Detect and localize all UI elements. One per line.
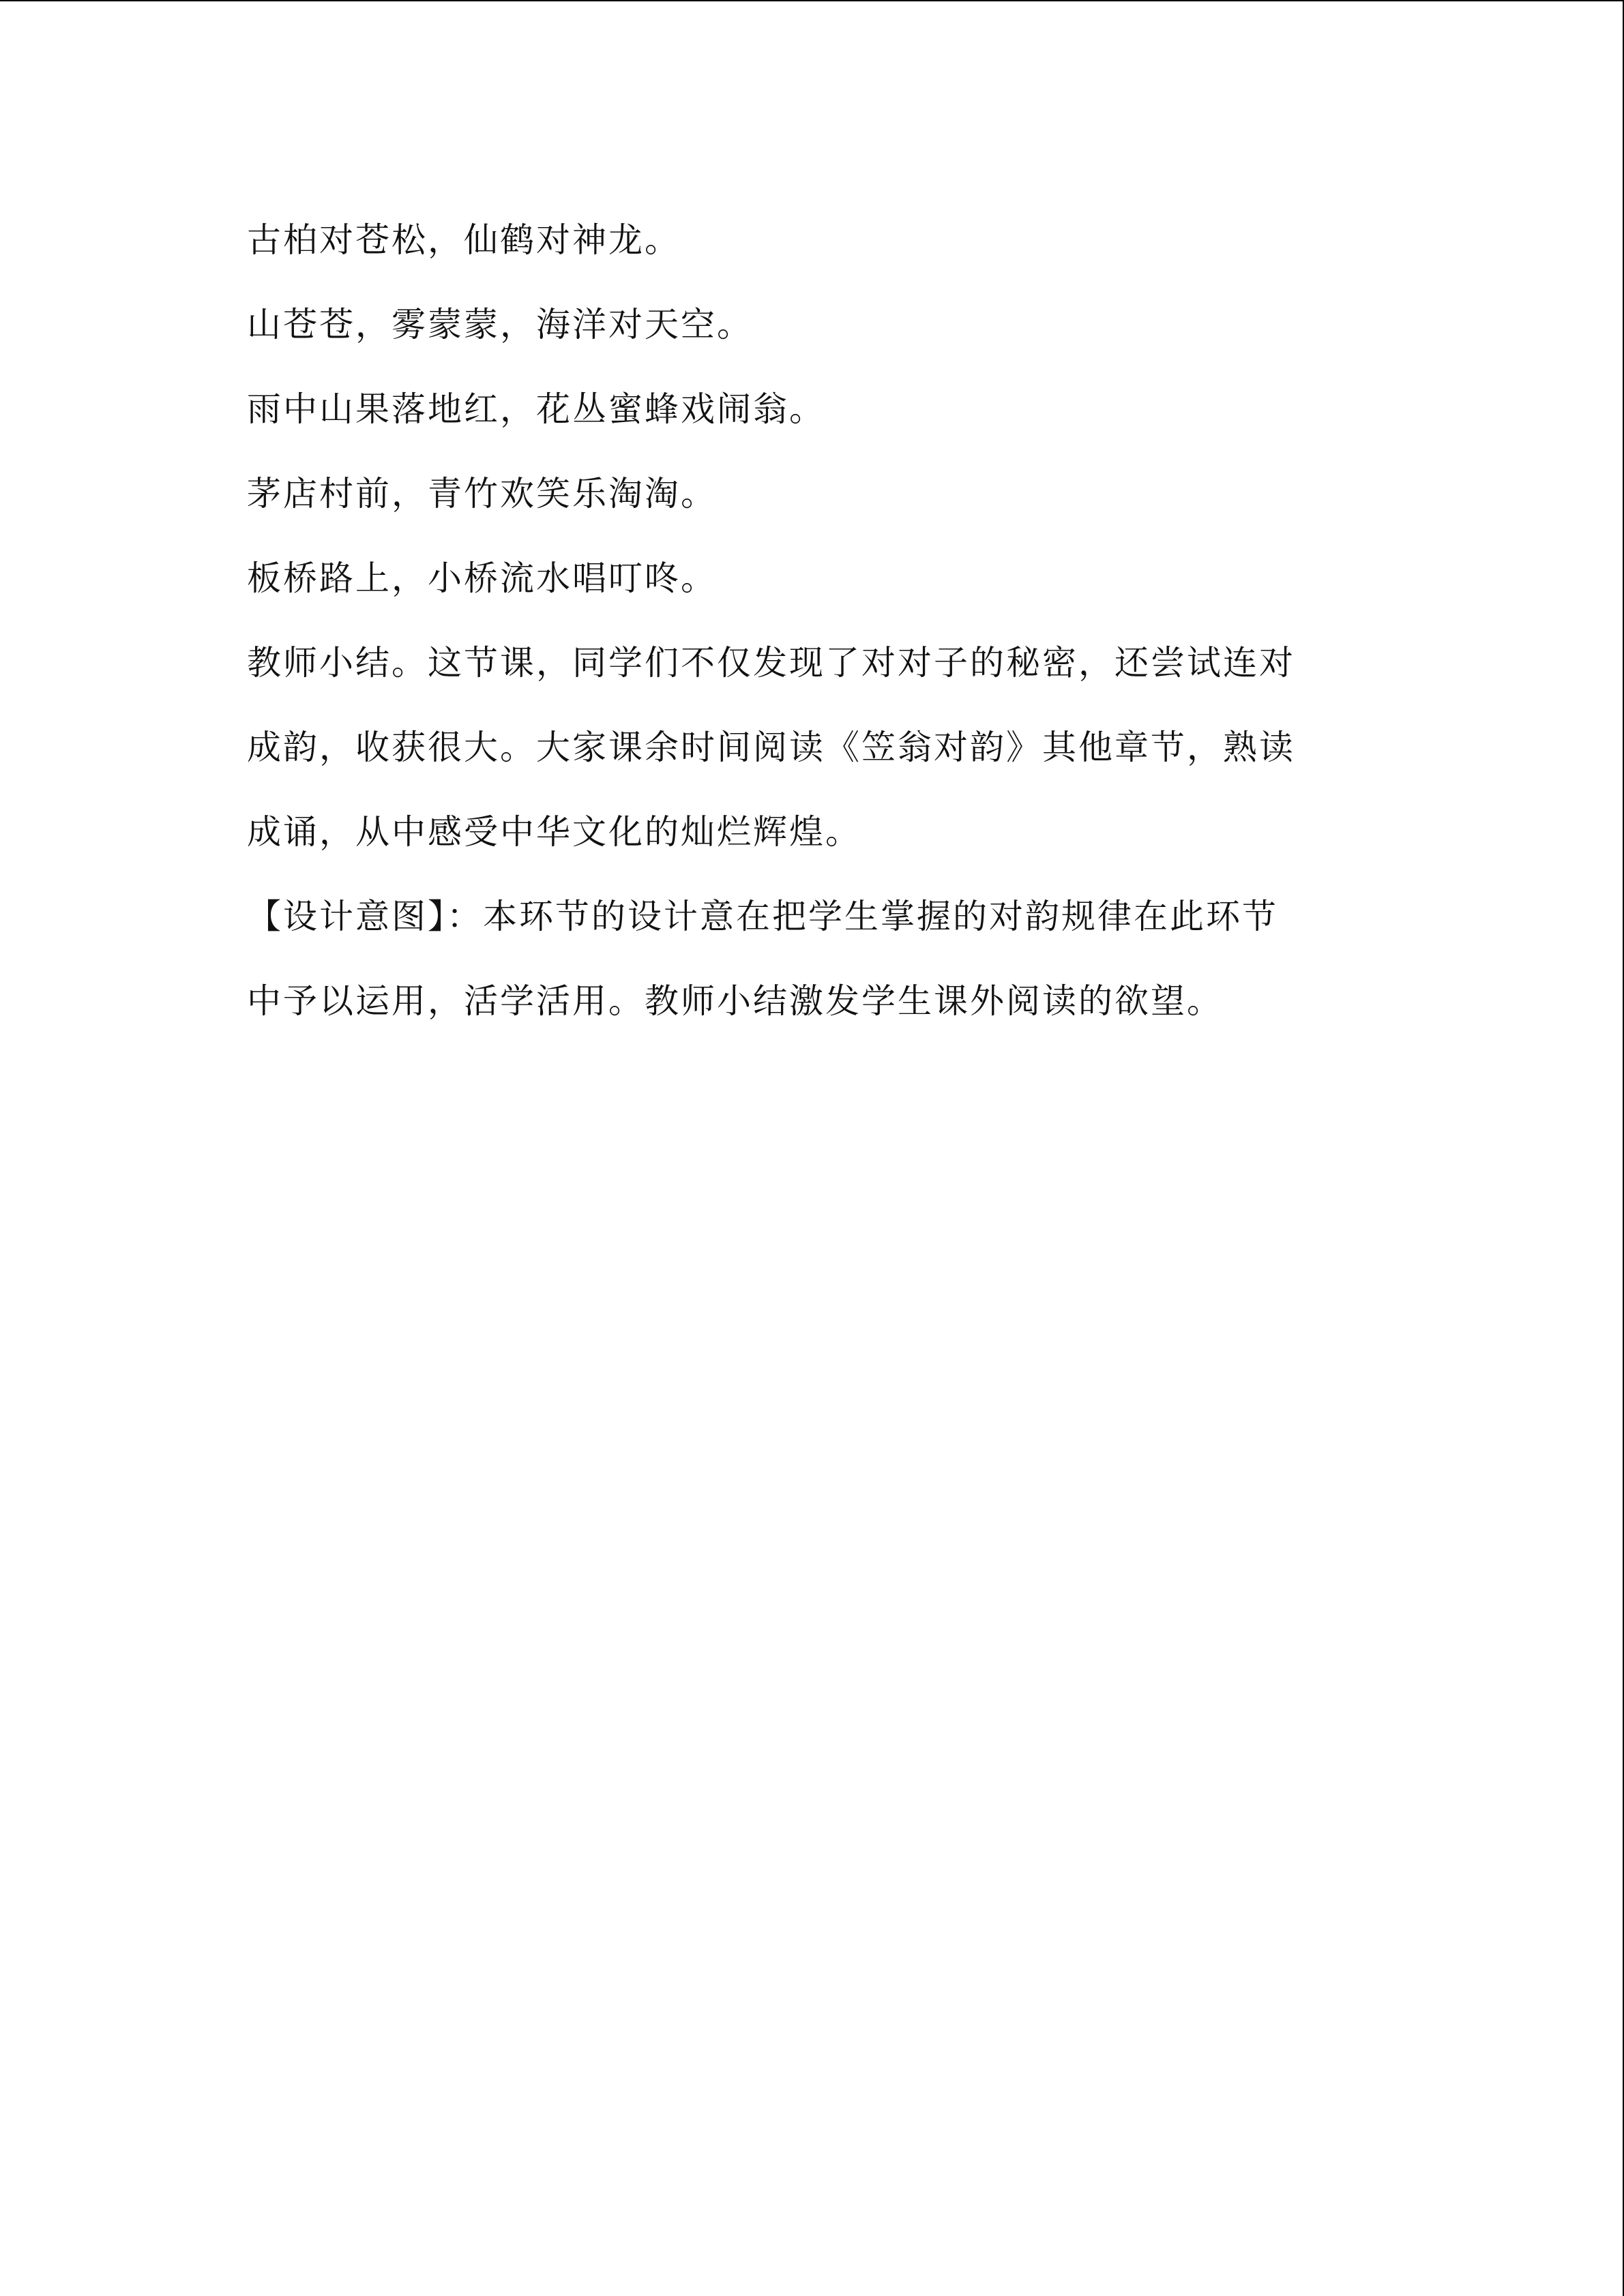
teacher-summary-line-2: 成韵，收获很大。大家课余时间阅读《笠翁对韵》其他章节，熟读 <box>247 728 1295 767</box>
couplet-line-3: 雨中山果落地红，花丛蜜蜂戏闹翁。 <box>247 389 825 429</box>
couplet-line-1: 古柏对苍松，仙鹤对神龙。 <box>247 220 681 260</box>
couplet-line-2: 山苍苍，雾蒙蒙，海洋对天空。 <box>247 305 753 344</box>
design-intent-line-2: 中予以运用，活学活用。教师小结激发学生课外阅读的欲望。 <box>247 981 1223 1021</box>
document-body <box>247 198 1379 1043</box>
teacher-summary-line-3: 成诵，从中感受中华文化的灿烂辉煌。 <box>247 812 861 852</box>
couplet-line-5: 板桥路上，小桥流水唱叮咚。 <box>247 558 717 598</box>
couplet-line-4: 茅店村前，青竹欢笑乐淘淘。 <box>247 474 717 513</box>
teacher-summary-line-1: 教师小结。这节课，同学们不仅发现了对对子的秘密，还尝试连对 <box>247 643 1295 683</box>
design-intent-line-1: 【设计意图】：本环节的设计意在把学生掌握的对韵规律在此环节 <box>247 897 1278 936</box>
